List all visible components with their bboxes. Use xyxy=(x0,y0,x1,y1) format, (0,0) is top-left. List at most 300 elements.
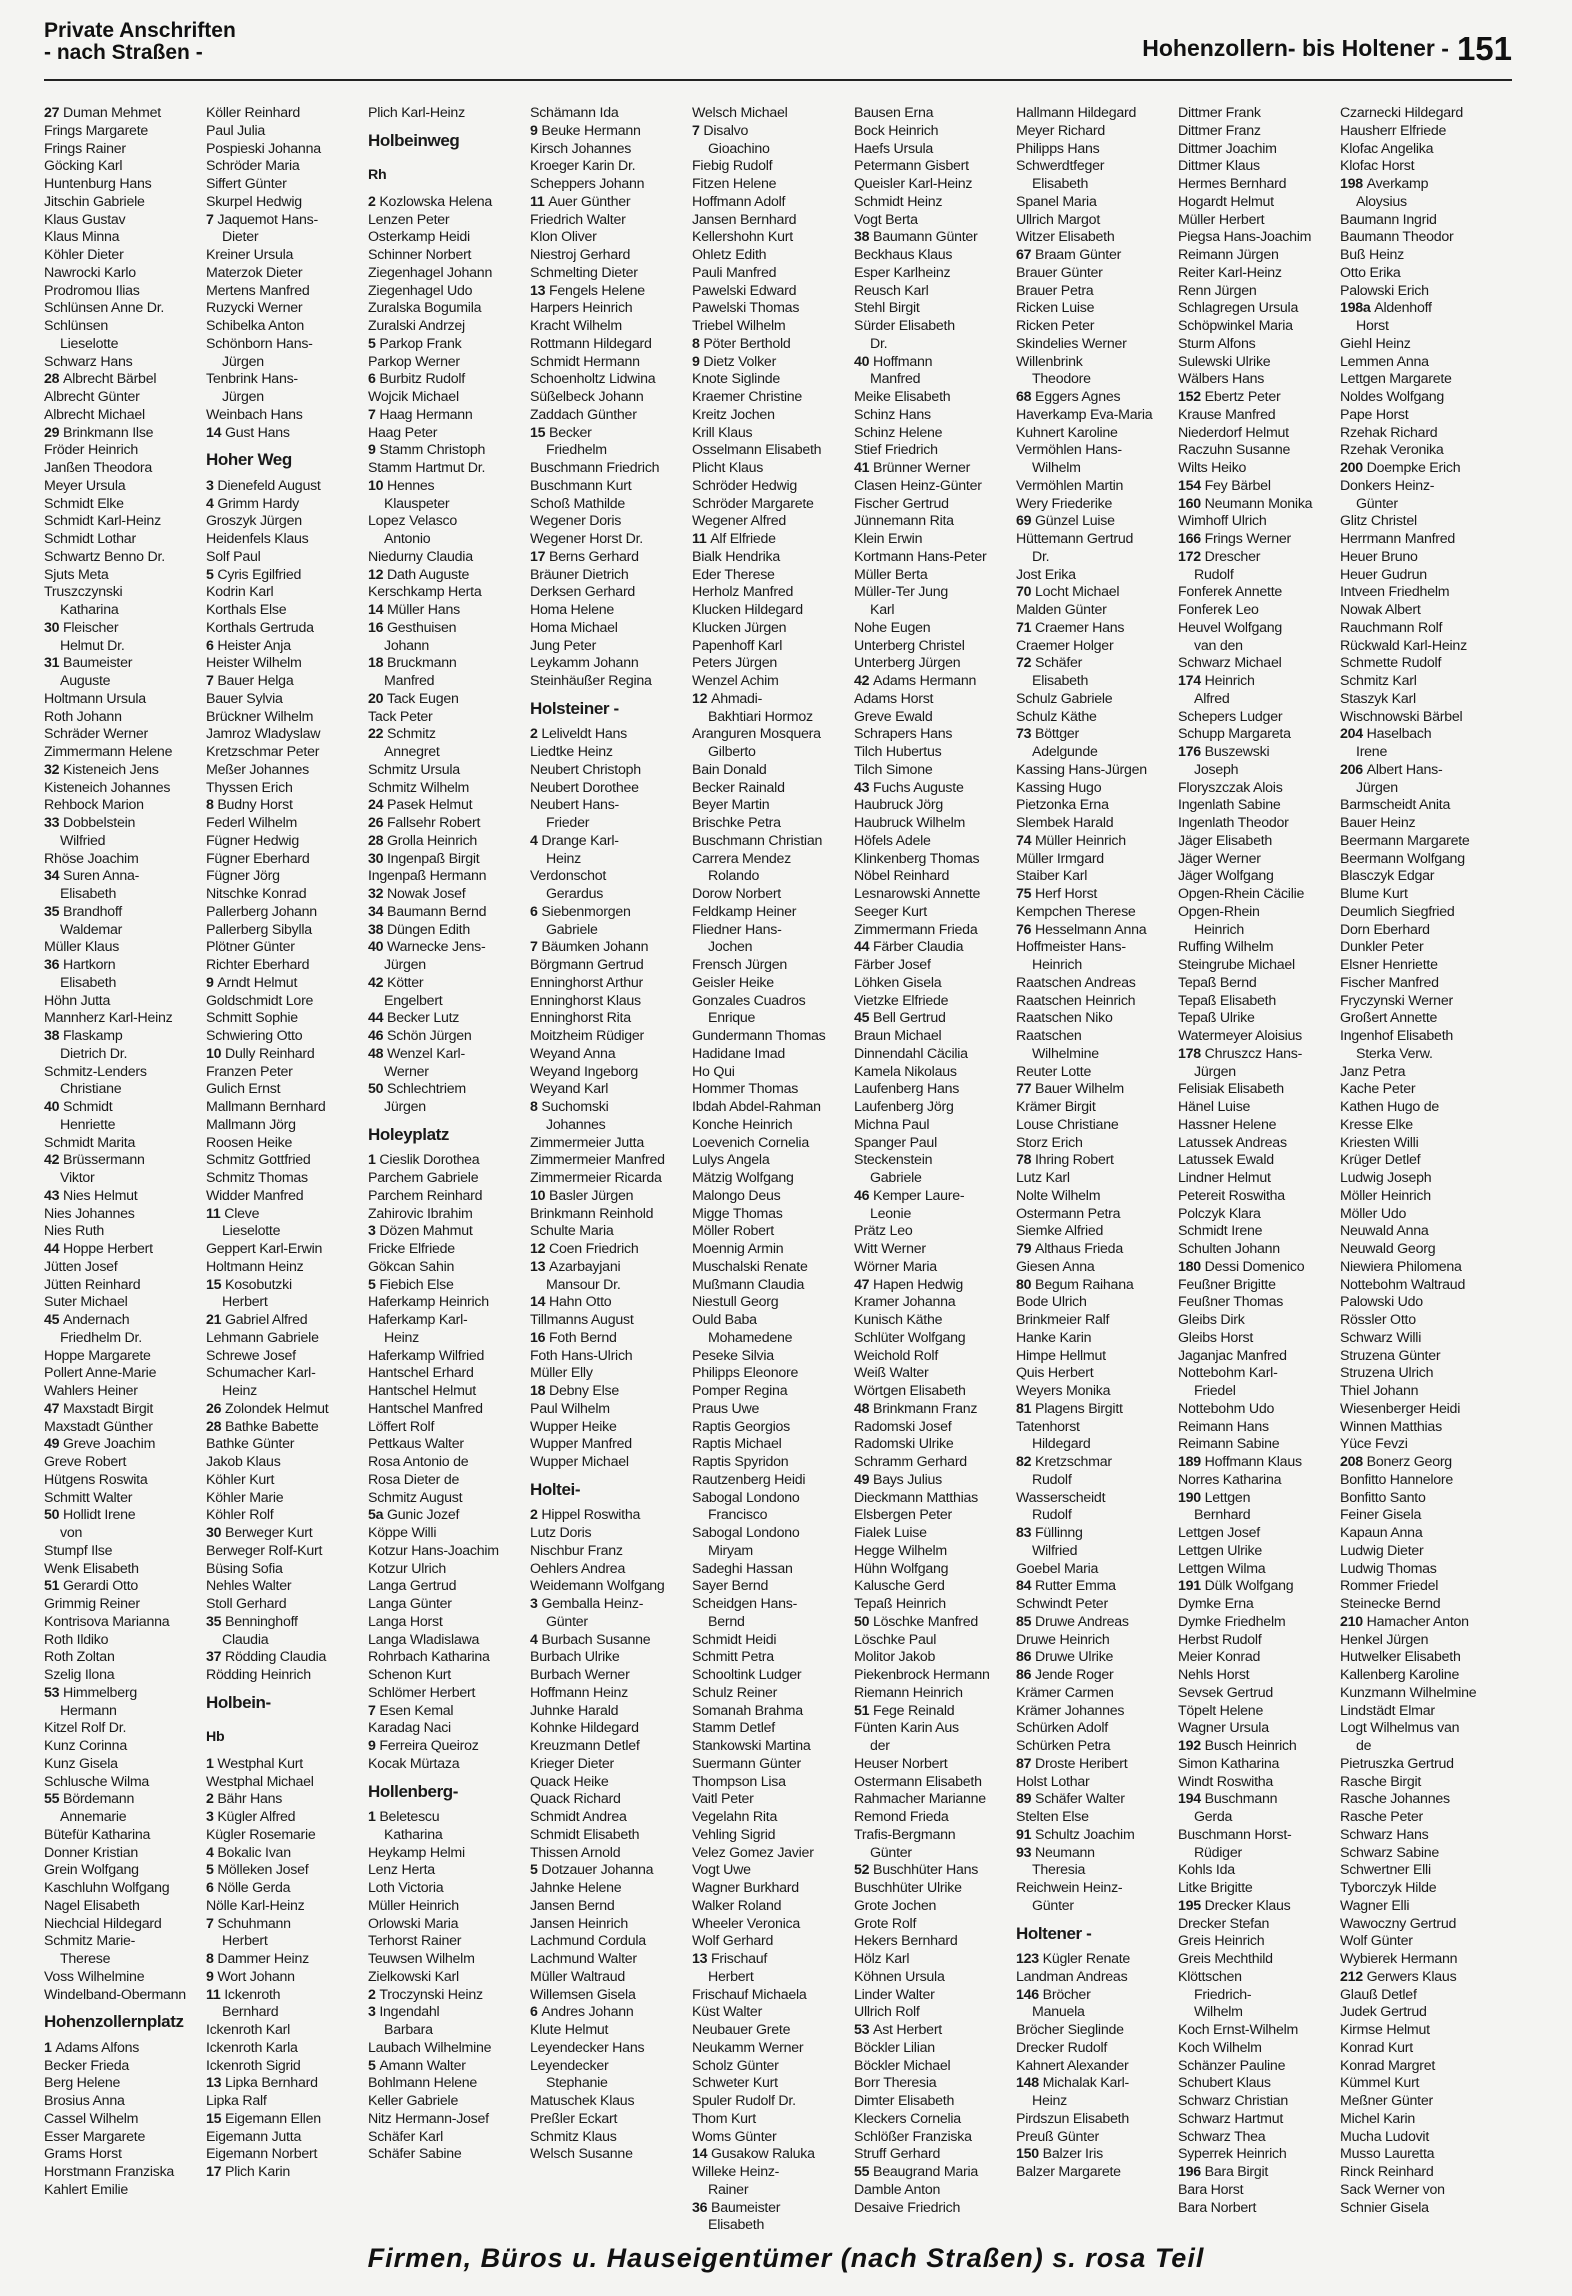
resident-name: Brünner Werner xyxy=(872,460,971,476)
resident-entry: Gulich Ernst xyxy=(206,1081,281,1098)
house-number: 7 xyxy=(530,939,542,956)
resident-entry: Hanke Karin xyxy=(1016,1329,1092,1346)
resident-entry: Burbach Ulrike xyxy=(530,1649,620,1666)
resident-entry: Schlünsen Anne Dr. xyxy=(44,300,165,317)
resident-entry: Kohnke Hildegard xyxy=(530,1720,639,1737)
resident-entry: Himpe Hellmut xyxy=(1016,1347,1106,1364)
resident-entry: Jaganjac Manfred xyxy=(1178,1347,1287,1364)
street-heading: Hollenberg- xyxy=(368,1781,459,1801)
resident-entry: Jung Peter xyxy=(530,637,597,654)
resident-entry: Michel Karin xyxy=(1340,2110,1416,2127)
resident-entry: Keller Gabriele xyxy=(368,2093,459,2109)
resident-entry: Kocak Mürtaza xyxy=(368,1755,460,1772)
resident-entry: Suermann Günter xyxy=(692,1755,802,1772)
resident-entry: Wimhoff Ulrich xyxy=(1178,513,1267,530)
house-number: 32 xyxy=(44,761,63,778)
resident-entry: Weidemann Wolfgang xyxy=(530,1578,665,1595)
resident-entry: Tilch Hubertus xyxy=(854,744,942,760)
resident-entry: Stankowski Martina xyxy=(692,1738,811,1754)
resident-name: Plich Karin xyxy=(224,2164,291,2180)
resident-name: Brandhoff xyxy=(62,903,123,920)
resident-entry: Feiner Gisela xyxy=(1340,1507,1422,1524)
resident-entry: Ingenlath Sabine xyxy=(1178,797,1281,814)
resident-entry: Buß Heinz xyxy=(1340,247,1404,263)
resident-entry: Unterberg Christel xyxy=(854,637,965,654)
resident-entry: Fügner Jörg xyxy=(206,868,280,885)
resident-entry xyxy=(206,1791,368,1809)
resident-entry: Schepers Ludger xyxy=(1178,708,1283,725)
resident-entry: Pawelski Thomas xyxy=(692,300,800,317)
resident-entry: Floryszczak Alois xyxy=(1178,779,1283,796)
house-number: 27 xyxy=(44,105,63,121)
resident-entry: Zaddach Günther xyxy=(530,406,637,423)
district-code: Hb xyxy=(206,1729,225,1746)
resident-entry: Mannherz Karl-Heinz xyxy=(44,1010,173,1027)
resident-entry xyxy=(1016,1401,1178,1419)
resident-entry: Raczuhn Susanne xyxy=(1178,442,1291,459)
house-number: 26 xyxy=(368,815,387,831)
house-number: 7 xyxy=(368,406,380,423)
resident-entry: Donkers Heinz- xyxy=(1340,477,1435,494)
resident-entry: Schmidt Irene xyxy=(1178,1223,1263,1240)
resident-entry: Böckler Lilian xyxy=(854,2039,935,2056)
resident-name-continuation: Annemarie xyxy=(60,1809,127,1825)
resident-entry: Fonferek Annette xyxy=(1178,584,1283,601)
resident-entry: Rückwald Karl-Heinz xyxy=(1340,637,1467,654)
resident-entry xyxy=(854,354,1016,372)
resident-entry: Reimann Jürgen xyxy=(1178,247,1279,263)
resident-name: Lettgen xyxy=(1204,1489,1251,1506)
resident-name: Arndt Helmut xyxy=(217,974,298,991)
house-number: 7 xyxy=(692,122,704,139)
resident-entry: Cassel Wilhelm xyxy=(44,2110,139,2127)
resident-name: Bauer Wilhelm xyxy=(1034,1081,1124,1098)
resident-name: Druwe Ulrike xyxy=(1034,1649,1114,1666)
resident-entry: Nies Johannes xyxy=(44,1205,135,1222)
resident-entry: Reuter Lotte xyxy=(1016,1063,1092,1080)
resident-name-continuation: Gioachino xyxy=(708,140,770,157)
resident-entry: Klon Oliver xyxy=(530,229,597,246)
resident-entry: Linder Walter xyxy=(854,1986,935,2003)
resident-entry: Schoß Mathilde xyxy=(530,495,626,512)
house-number: 20 xyxy=(368,690,387,707)
resident-entry xyxy=(530,726,692,744)
resident-entry: Schwindt Peter xyxy=(1016,1596,1108,1612)
resident-entry: Simon Katharina xyxy=(1178,1755,1280,1772)
resident-name-continuation: Gilberto xyxy=(708,744,756,760)
resident-entry: Konrad Kurt xyxy=(1340,2039,1413,2056)
resident-name: Esen Kemal xyxy=(379,1702,454,1719)
resident-entry: Praus Uwe xyxy=(692,1400,760,1417)
resident-entry: Yüce Fevzi xyxy=(1340,1436,1408,1453)
resident-entry xyxy=(854,1614,1016,1632)
resident-name-continuation: von xyxy=(60,1525,83,1541)
resident-entry: Kerschkamp Herta xyxy=(368,584,482,601)
resident-entry: Quack Heike xyxy=(530,1773,609,1790)
resident-name-continuation: Rudolf xyxy=(1032,1471,1072,1488)
resident-entry: Lutz Doris xyxy=(530,1525,592,1541)
resident-entry: Reichwein Heinz- xyxy=(1016,1880,1123,1896)
resident-entry: Lipka Ralf xyxy=(206,2093,267,2109)
resident-name-continuation: Dr. xyxy=(870,335,888,352)
resident-entry xyxy=(44,655,206,673)
resident-name-continuation: Annegret xyxy=(384,744,440,760)
resident-entry: Kriesten Willi xyxy=(1340,1134,1419,1151)
resident-entry xyxy=(1340,1454,1502,1472)
house-number: 12 xyxy=(530,1241,549,1257)
house-number: 3 xyxy=(368,1223,380,1240)
resident-entry: Bütefür Katharina xyxy=(44,1826,151,1843)
resident-entry xyxy=(368,194,530,212)
resident-entry: Lenz Herta xyxy=(368,1862,435,1879)
resident-entry: Richter Eberhard xyxy=(206,957,310,973)
resident-name: Rödding Claudia xyxy=(224,1649,327,1666)
resident-name: Hippel Roswitha xyxy=(541,1507,641,1524)
resident-entry: Sürder Elisabeth xyxy=(854,318,955,334)
resident-entry: Schlünsen xyxy=(44,318,109,334)
house-number: 49 xyxy=(44,1436,63,1453)
resident-name: Becker xyxy=(548,424,592,441)
resident-entry: Schmitz-Lenders xyxy=(44,1063,147,1080)
house-number: 26 xyxy=(206,1400,225,1417)
resident-entry: Bathke Günter xyxy=(206,1436,295,1453)
resident-entry: Franzen Peter xyxy=(206,1063,293,1080)
resident-entry: Schinner Norbert xyxy=(368,247,472,263)
resident-name: Zolondek Helmut xyxy=(224,1400,329,1417)
house-number: 208 xyxy=(1340,1454,1367,1470)
resident-entry xyxy=(1340,1614,1502,1632)
resident-name: Alf Elfriede xyxy=(710,531,776,547)
resident-name: Löschke Manfred xyxy=(872,1613,979,1630)
resident-entry: Köhler Rolf xyxy=(206,1507,274,1524)
resident-entry: Dittmer Frank xyxy=(1178,105,1261,121)
house-number: 212 xyxy=(1340,1968,1367,1985)
house-number: 83 xyxy=(1016,1525,1035,1541)
resident-entry: Goldschmidt Lore xyxy=(206,992,314,1009)
house-number: 3 xyxy=(530,1596,542,1612)
resident-name: Michalak Karl- xyxy=(1042,2075,1130,2092)
resident-entry xyxy=(854,460,1016,478)
resident-entry: Wenk Elisabeth xyxy=(44,1560,139,1577)
resident-entry xyxy=(1178,1046,1340,1064)
resident-entry: Dorn Eberhard xyxy=(1340,921,1430,938)
house-number: 1 xyxy=(368,1152,380,1169)
resident-entry xyxy=(692,354,854,372)
resident-entry xyxy=(206,1312,368,1330)
resident-entry xyxy=(1016,886,1178,904)
resident-entry xyxy=(206,1401,368,1419)
resident-entry: Vogt Uwe xyxy=(692,1862,751,1879)
resident-name-continuation: Irene xyxy=(1356,744,1388,760)
resident-entry: Niestull Georg xyxy=(692,1294,779,1311)
resident-entry: Krill Klaus xyxy=(692,424,753,441)
resident-entry: Haag Peter xyxy=(368,424,438,441)
resident-entry: Hoffmann Adolf xyxy=(692,193,786,210)
resident-entry: Schröder Hedwig xyxy=(692,477,798,494)
resident-entry: Unterberg Jürgen xyxy=(854,655,961,672)
resident-entry: Schooltink Ludger xyxy=(692,1667,802,1683)
resident-name: Gesthuisen xyxy=(386,619,457,636)
resident-entry: Neuwald Georg xyxy=(1340,1241,1436,1257)
resident-entry: Neubert Hans- xyxy=(530,797,620,814)
resident-entry: Kassing Hugo xyxy=(1016,779,1102,796)
resident-name: Fege Reinald xyxy=(872,1702,955,1719)
resident-entry: Rottmann Hildegard xyxy=(530,335,652,352)
resident-entry: Nies Ruth xyxy=(44,1223,105,1240)
resident-entry: Kunzmann Wilhelmine xyxy=(1340,1684,1477,1701)
resident-name-continuation: Francisco xyxy=(708,1507,768,1524)
resident-entry: Rautzenberg Heidi xyxy=(692,1471,806,1488)
resident-name: Fengels Helene xyxy=(548,282,645,299)
house-number: 178 xyxy=(1178,1045,1205,1062)
resident-entry: Fröder Heinrich xyxy=(44,442,139,459)
resident-entry: Heuer Bruno xyxy=(1340,548,1418,565)
resident-entry: Lindner Helmut xyxy=(1178,1170,1271,1186)
house-number: 7 xyxy=(206,673,218,689)
resident-entry: Elsner Henriette xyxy=(1340,957,1438,973)
resident-entry: Kunisch Käthe xyxy=(854,1312,943,1328)
resident-entry: Schmette Rudolf xyxy=(1340,655,1442,672)
resident-entry: Ohletz Edith xyxy=(692,247,767,263)
house-number: 34 xyxy=(44,868,63,885)
resident-entry: Pomper Regina xyxy=(692,1383,788,1399)
resident-name-continuation: Heinrich xyxy=(1032,957,1083,973)
resident-name-continuation: Gabriele xyxy=(546,921,598,938)
resident-entry: Rzehak Richard xyxy=(1340,424,1438,441)
resident-entry: Aranguren Mosquera xyxy=(692,726,821,743)
resident-entry: Fliedner Hans- xyxy=(692,921,782,938)
resident-entry: Willenbrink xyxy=(1016,353,1083,370)
resident-name-continuation: Bakhtiari Hormoz xyxy=(708,708,813,725)
page-number: 151 xyxy=(1456,30,1512,67)
house-number: 146 xyxy=(1016,1986,1043,2003)
resident-name: Günzel Luise xyxy=(1034,513,1115,530)
resident-entry: Krüger Detlef xyxy=(1340,1152,1421,1169)
resident-entry: Voss Wilhelmine xyxy=(44,1968,145,1985)
resident-name-continuation: Dietrich Dr. xyxy=(60,1045,128,1062)
resident-entry: Hogardt Helmut xyxy=(1178,193,1274,210)
house-number: 15 xyxy=(530,424,549,441)
resident-entry: Rasche Peter xyxy=(1340,1809,1423,1825)
resident-entry: Elsbergen Peter xyxy=(854,1507,952,1524)
resident-name: Bruckmann xyxy=(386,655,457,672)
house-number: 33 xyxy=(44,815,63,831)
resident-name: Lipka Bernhard xyxy=(224,2075,318,2092)
resident-entry: Jost Erika xyxy=(1016,566,1076,583)
resident-entry: Brauer Petra xyxy=(1016,282,1094,299)
resident-name: Bauer Helga xyxy=(217,673,294,689)
resident-name-continuation: Joseph xyxy=(1194,761,1239,778)
house-number: 38 xyxy=(368,921,387,938)
resident-entry: Derksen Gerhard xyxy=(530,584,636,601)
resident-name-continuation: Jürgen xyxy=(1194,1063,1236,1080)
resident-entry xyxy=(206,638,368,656)
resident-entry xyxy=(44,1578,206,1596)
resident-entry: Jäger Werner xyxy=(1178,850,1261,867)
resident-name: Dietz Volker xyxy=(703,353,777,370)
resident-entry: Neubert Dorothee xyxy=(530,779,639,796)
resident-entry: Schwartz Benno Dr. xyxy=(44,548,165,565)
resident-entry: Wojcik Michael xyxy=(368,389,459,405)
resident-entry: Eigemann Jutta xyxy=(206,2128,302,2145)
resident-entry: Wasserscheidt xyxy=(1016,1489,1106,1506)
resident-entry xyxy=(368,655,530,673)
resident-entry: Kache Peter xyxy=(1340,1081,1416,1098)
resident-entry: Süßelbeck Johann xyxy=(530,389,644,405)
resident-name: Auer Günther xyxy=(548,193,631,210)
resident-entry: Schinz Hans xyxy=(854,406,931,423)
resident-entry: Schmidt Karl-Heinz xyxy=(44,513,161,530)
resident-name: Kisteneich Jens xyxy=(62,761,159,778)
resident-entry: Kapaun Anna xyxy=(1340,1525,1423,1541)
resident-entry: Truszczynski xyxy=(44,584,123,601)
house-number: 81 xyxy=(1016,1400,1035,1417)
house-number: 80 xyxy=(1016,1276,1035,1293)
resident-entry: Kellershohn Kurt xyxy=(692,229,793,246)
street-heading: Holbein- xyxy=(206,1692,271,1712)
resident-entry xyxy=(206,1880,368,1898)
resident-entry xyxy=(530,1241,692,1259)
resident-entry: Zielkowski Karl xyxy=(368,1968,459,1985)
resident-entry: Radomski Ulrike xyxy=(854,1436,954,1453)
resident-entry: Paul Julia xyxy=(206,122,266,139)
resident-name-continuation: Heinz xyxy=(384,1329,420,1346)
resident-entry: Moennig Armin xyxy=(692,1241,784,1257)
resident-name: Albert Hans- xyxy=(1366,761,1443,778)
resident-entry: Stelten Else xyxy=(1016,1809,1089,1825)
resident-name-continuation: Rudolf xyxy=(1032,1507,1072,1524)
resident-name: Ingenpaß Birgit xyxy=(386,850,480,867)
resident-entry: Weyers Monika xyxy=(1016,1383,1111,1399)
resident-entry xyxy=(1016,1827,1178,1845)
resident-entry: Oehlers Andrea xyxy=(530,1560,626,1577)
resident-entry: Hühn Wolfgang xyxy=(854,1560,949,1577)
resident-entry: Klaus Gustav xyxy=(44,211,126,228)
resident-entry: Langa Horst xyxy=(368,1613,443,1630)
resident-entry: Rosa Antonio de xyxy=(368,1454,469,1470)
resident-name-continuation: Dr. xyxy=(1032,548,1050,565)
house-number: 13 xyxy=(692,1951,711,1967)
resident-entry: Tepaß Bernd xyxy=(1178,974,1257,991)
resident-name: Baumeister xyxy=(710,2199,781,2216)
resident-entry: Lachmund Cordula xyxy=(530,1933,646,1950)
house-number: 10 xyxy=(530,1187,549,1204)
resident-entry: Langa Günter xyxy=(368,1596,452,1612)
resident-entry xyxy=(206,567,368,585)
resident-entry: Karadag Naci xyxy=(368,1720,451,1737)
resident-entry: Zahirovic Ibrahim xyxy=(368,1205,473,1222)
resident-name-continuation: Adelgunde xyxy=(1032,744,1098,760)
house-number: 11 xyxy=(692,531,711,547)
resident-name: Tack Eugen xyxy=(386,690,459,707)
house-number: 84 xyxy=(1016,1578,1035,1595)
house-number: 21 xyxy=(206,1312,225,1328)
resident-entry: Jitschin Gabriele xyxy=(44,193,145,210)
resident-entry: Heykamp Helmi xyxy=(368,1844,465,1861)
resident-entry xyxy=(854,1862,1016,1880)
resident-entry: Langa Gertrud xyxy=(368,1578,457,1595)
house-number: 3 xyxy=(206,477,218,494)
resident-entry xyxy=(206,1277,368,1295)
resident-name-continuation: Wilfried xyxy=(60,832,106,849)
house-number: 35 xyxy=(206,1613,225,1630)
resident-name: Busch Heinrich xyxy=(1204,1738,1297,1754)
resident-name-continuation: Heinz xyxy=(1032,2093,1068,2109)
resident-entry: Piegsa Hans-Joachim xyxy=(1178,229,1312,246)
resident-entry: Heister Wilhelm xyxy=(206,655,302,672)
house-number: 176 xyxy=(1178,744,1205,760)
resident-entry: Schlusche Wilma xyxy=(44,1773,150,1790)
resident-entry: Ostermann Elisabeth xyxy=(854,1773,982,1790)
resident-name: Fey Bärbel xyxy=(1204,477,1271,494)
resident-entry: Janz Petra xyxy=(1340,1063,1406,1080)
resident-entry: Rahmacher Marianne xyxy=(854,1791,986,1808)
resident-entry: Heuser Norbert xyxy=(854,1755,948,1772)
resident-entry xyxy=(368,478,530,496)
resident-entry xyxy=(530,1330,692,1348)
resident-entry: Spanel Maria xyxy=(1016,193,1097,210)
resident-entry: Trafis-Bergmann xyxy=(854,1826,956,1843)
resident-entry: Bock Heinrich xyxy=(854,122,939,139)
resident-name: Eigemann Ellen xyxy=(224,2110,321,2127)
resident-name: Dully Reinhard xyxy=(224,1045,315,1062)
resident-name-continuation: Günter xyxy=(870,1844,912,1861)
resident-entry: Schöpwinkel Maria xyxy=(1178,318,1293,334)
resident-entry: Schwarz Hans xyxy=(1340,1826,1429,1843)
resident-name: Färber Claudia xyxy=(872,939,964,956)
house-number: 1 xyxy=(368,1809,380,1825)
resident-entry: Malden Günter xyxy=(1016,602,1107,618)
resident-entry xyxy=(44,1436,206,1454)
house-number: 166 xyxy=(1178,531,1205,547)
resident-entry: Scheidgen Hans- xyxy=(692,1596,798,1612)
house-number: 190 xyxy=(1178,1489,1205,1506)
resident-name-continuation: Wilhelmine xyxy=(1032,1045,1099,1062)
resident-entry: Jansen Heinrich xyxy=(530,1915,628,1932)
resident-name: Fuchs Auguste xyxy=(872,779,964,796)
resident-name: Droste Heribert xyxy=(1034,1755,1128,1772)
resident-name: Böttger xyxy=(1034,726,1079,743)
section-title-line-1: Private Anschriften xyxy=(44,19,236,42)
house-number: 7 xyxy=(206,1915,218,1932)
resident-entry: Kreuzmann Detlef xyxy=(530,1738,640,1754)
resident-entry: Tack Peter xyxy=(368,708,433,725)
resident-entry: Nawrocki Karlo xyxy=(44,264,136,281)
resident-entry: Heuvel Wolfgang xyxy=(1178,619,1283,636)
resident-entry: Schürken Petra xyxy=(1016,1738,1111,1754)
resident-name: Gemballa Heinz- xyxy=(541,1596,644,1612)
resident-name: Dienefeld August xyxy=(217,477,321,494)
house-number: 6 xyxy=(206,1880,218,1896)
resident-entry: Roth Zoltan xyxy=(44,1649,115,1666)
resident-entry: Frischauf Michaela xyxy=(692,1986,807,2003)
resident-entry xyxy=(1016,1667,1178,1685)
house-number: 9 xyxy=(692,353,704,370)
resident-entry: Nehls Horst xyxy=(1178,1667,1250,1683)
resident-entry xyxy=(368,815,530,833)
resident-name: Bröcher xyxy=(1042,1986,1091,2003)
resident-entry: Zimmermeier Jutta xyxy=(530,1134,644,1151)
resident-name-continuation: Rudolf xyxy=(1194,566,1234,583)
resident-entry: Janßen Theodora xyxy=(44,460,152,476)
resident-entry: Kaschluhn Wolfgang xyxy=(44,1880,170,1896)
resident-entry: Albrecht Günter xyxy=(44,389,140,405)
resident-entry xyxy=(368,407,530,425)
resident-name: Berns Gerhard xyxy=(548,548,639,565)
resident-entry: Sjuts Meta xyxy=(44,566,109,583)
resident-entry: Schmidt Andrea xyxy=(530,1809,627,1825)
resident-entry: Petereit Roswitha xyxy=(1178,1187,1285,1204)
